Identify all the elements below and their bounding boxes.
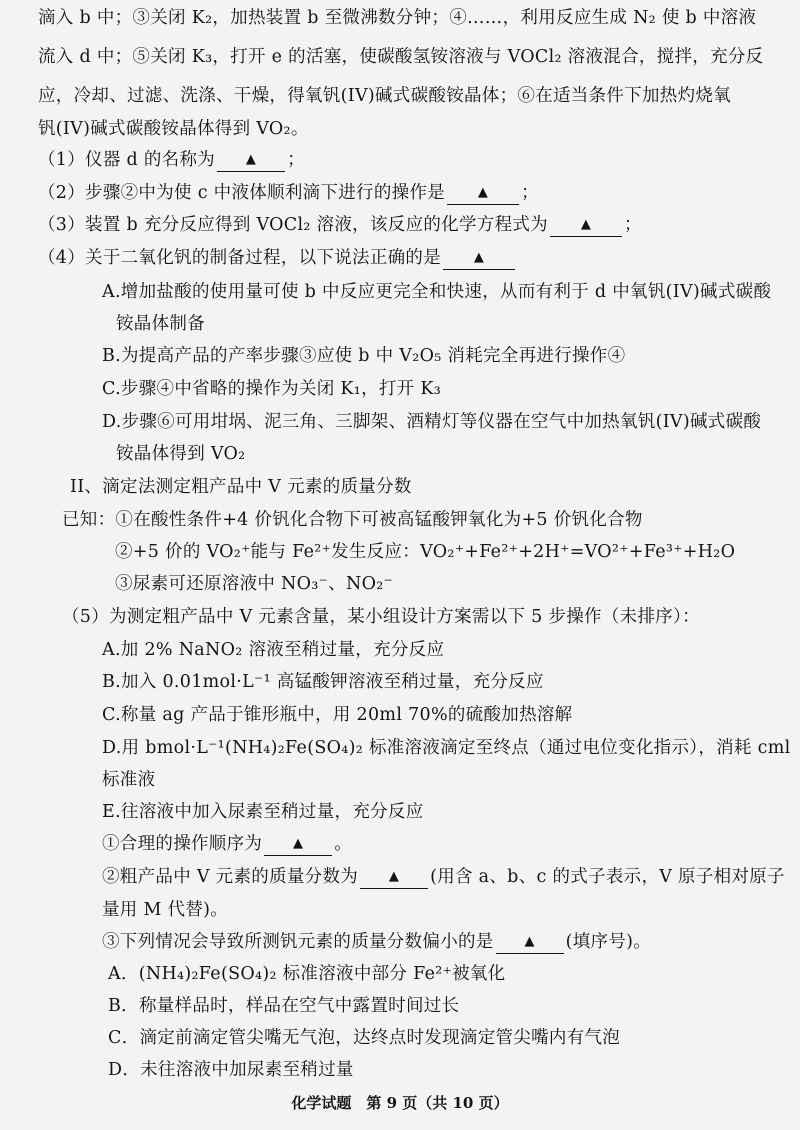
subquestion-1 [102,832,352,856]
question-text: ①合理的操作顺序为 [102,834,263,854]
step-text: C.称量 ag 产品于锥形瓶中，用 20ml 70%的硫酸加热溶解 [102,705,573,725]
text-line: 应，冷却、过滤、洗涤、干燥，得氧钒(IV)碱式碳酸铵晶体；⑥在适当条件下加热灼烧氧 [38,86,732,106]
question-text: (用含 a、b、c 的式子表示，V 原子相对原子 [430,867,785,887]
answer-blank [217,151,285,172]
punctuation: ； [521,183,539,203]
page-footer: 化学试题 第 9 页（共 10 页） [291,1094,509,1112]
option-text: C.步骤④中省略的操作为关闭 K₁，打开 K₃ [102,379,442,399]
text-line: 滴入 b 中；③关闭 K₂，加热装置 b 至微沸数分钟；④……，利用反应生成 N₂ 使 b 中溶液 [38,8,757,28]
option-text: B.为提高产品的产率步骤③应使 b 中 V₂O₅ 消耗完全再进行操作④ [102,346,626,366]
question-5: （5）为测定粗产品中 V 元素含量，某小组设计方案需以下 5 步操作（未排序）： [62,607,700,627]
triangle-marker-icon: ▲ [580,217,592,232]
question-text: （3）装置 b 充分反应得到 VOCl₂ 溶液，该反应的化学方程式为 [38,215,548,235]
section-heading: II、滴定法测定粗产品中 V 元素的质量分数 [70,477,412,497]
punctuation: ； [287,150,305,170]
option-text: D.步骤⑥可用坩埚、泥三角、三脚架、酒精灯等仪器在空气中加热氧钒(IV)碱式碳酸 [102,412,762,432]
text-line: 量用 M 代替)。 [102,900,229,920]
step-text: B.加入 0.01mol·L⁻¹ 高锰酸钾溶液至稍过量，充分反应 [102,672,544,692]
text-line: 流入 d 中；⑤关闭 K₃，打开 e 的活塞，使碳酸氢铵溶液与 VOCl₂ 溶液混合，搅拌，充分反 [38,47,764,67]
answer-blank [447,184,519,205]
question-text: ③下列情况会导致所测钒元素的质量分数偏小的是 [102,932,494,952]
option-text: 铵晶体制备 [116,314,205,334]
subquestion-3 [102,930,651,954]
triangle-marker-icon: ▲ [293,836,304,851]
question-text: ②粗产品中 V 元素的质量分数为 [102,867,359,887]
known-item: ②+5 价的 VO₂⁺能与 Fe²⁺发生反应：VO₂⁺+Fe²⁺+2H⁺=VO²⁺+Fe³⁺+H₂O [115,542,736,562]
choice-c: C．滴定前滴定管尖嘴无气泡，达终点时发现滴定管尖嘴内有气泡 [108,1028,621,1048]
step-text: A.加 2% NaNO₂ 溶液至稍过量，充分反应 [102,640,445,660]
answer-blank [496,933,564,954]
triangle-marker-icon: ▲ [388,869,400,884]
punctuation: 。 [334,834,353,854]
answer-blank [264,835,332,856]
answer-blank [550,216,622,237]
step-text: E.往溶液中加入尿素至稍过量，充分反应 [102,802,424,822]
option-text: A.增加盐酸的使用量可使 b 中反应更完全和快速，从而有利于 d 中氧钒(IV)碱式碳酸 [102,282,772,302]
known-item: ③尿素可还原溶液中 NO₃⁻、NO₂⁻ [115,574,394,594]
step-text: D.用 bmol·L⁻¹(NH₄)₂Fe(SO₄)₂ 标准溶液滴定至终点（通过电位变化指示），消耗 cml [102,738,791,758]
answer-blank [443,249,515,270]
triangle-marker-icon: ▲ [473,250,485,265]
choice-a: A．(NH₄)₂Fe(SO₄)₂ 标准溶液中部分 Fe²⁺被氧化 [108,964,506,984]
text-line: 钒(IV)碱式碳酸铵晶体得到 VO₂。 [38,119,309,139]
question-1 [38,148,305,172]
question-text: （4）关于二氧化钒的制备过程，以下说法正确的是 [38,248,442,268]
question-text: (填序号)。 [565,932,652,952]
question-text: （2）步骤②中为使 c 中液体顺利滴下进行的操作是 [38,183,446,203]
triangle-marker-icon: ▲ [245,152,257,167]
answer-blank [360,868,428,889]
question-2 [38,181,539,205]
triangle-marker-icon: ▲ [477,185,489,200]
choice-d: D．未往溶液中加尿素至稍过量 [108,1060,354,1080]
question-3 [38,213,642,237]
triangle-marker-icon: ▲ [524,934,535,949]
punctuation: ； [623,215,642,235]
subquestion-2 [102,865,785,889]
known-item: 已知：①在酸性条件+4 价钒化合物下可被高锰酸钾氧化为+5 价钒化合物 [62,510,643,530]
option-text: 铵晶体得到 VO₂ [116,444,246,464]
step-text: 标准液 [102,770,156,790]
choice-b: B．称量样品时，样品在空气中露置时间过长 [108,996,460,1016]
question-4 [38,246,517,270]
question-text: （1）仪器 d 的名称为 [38,150,216,170]
